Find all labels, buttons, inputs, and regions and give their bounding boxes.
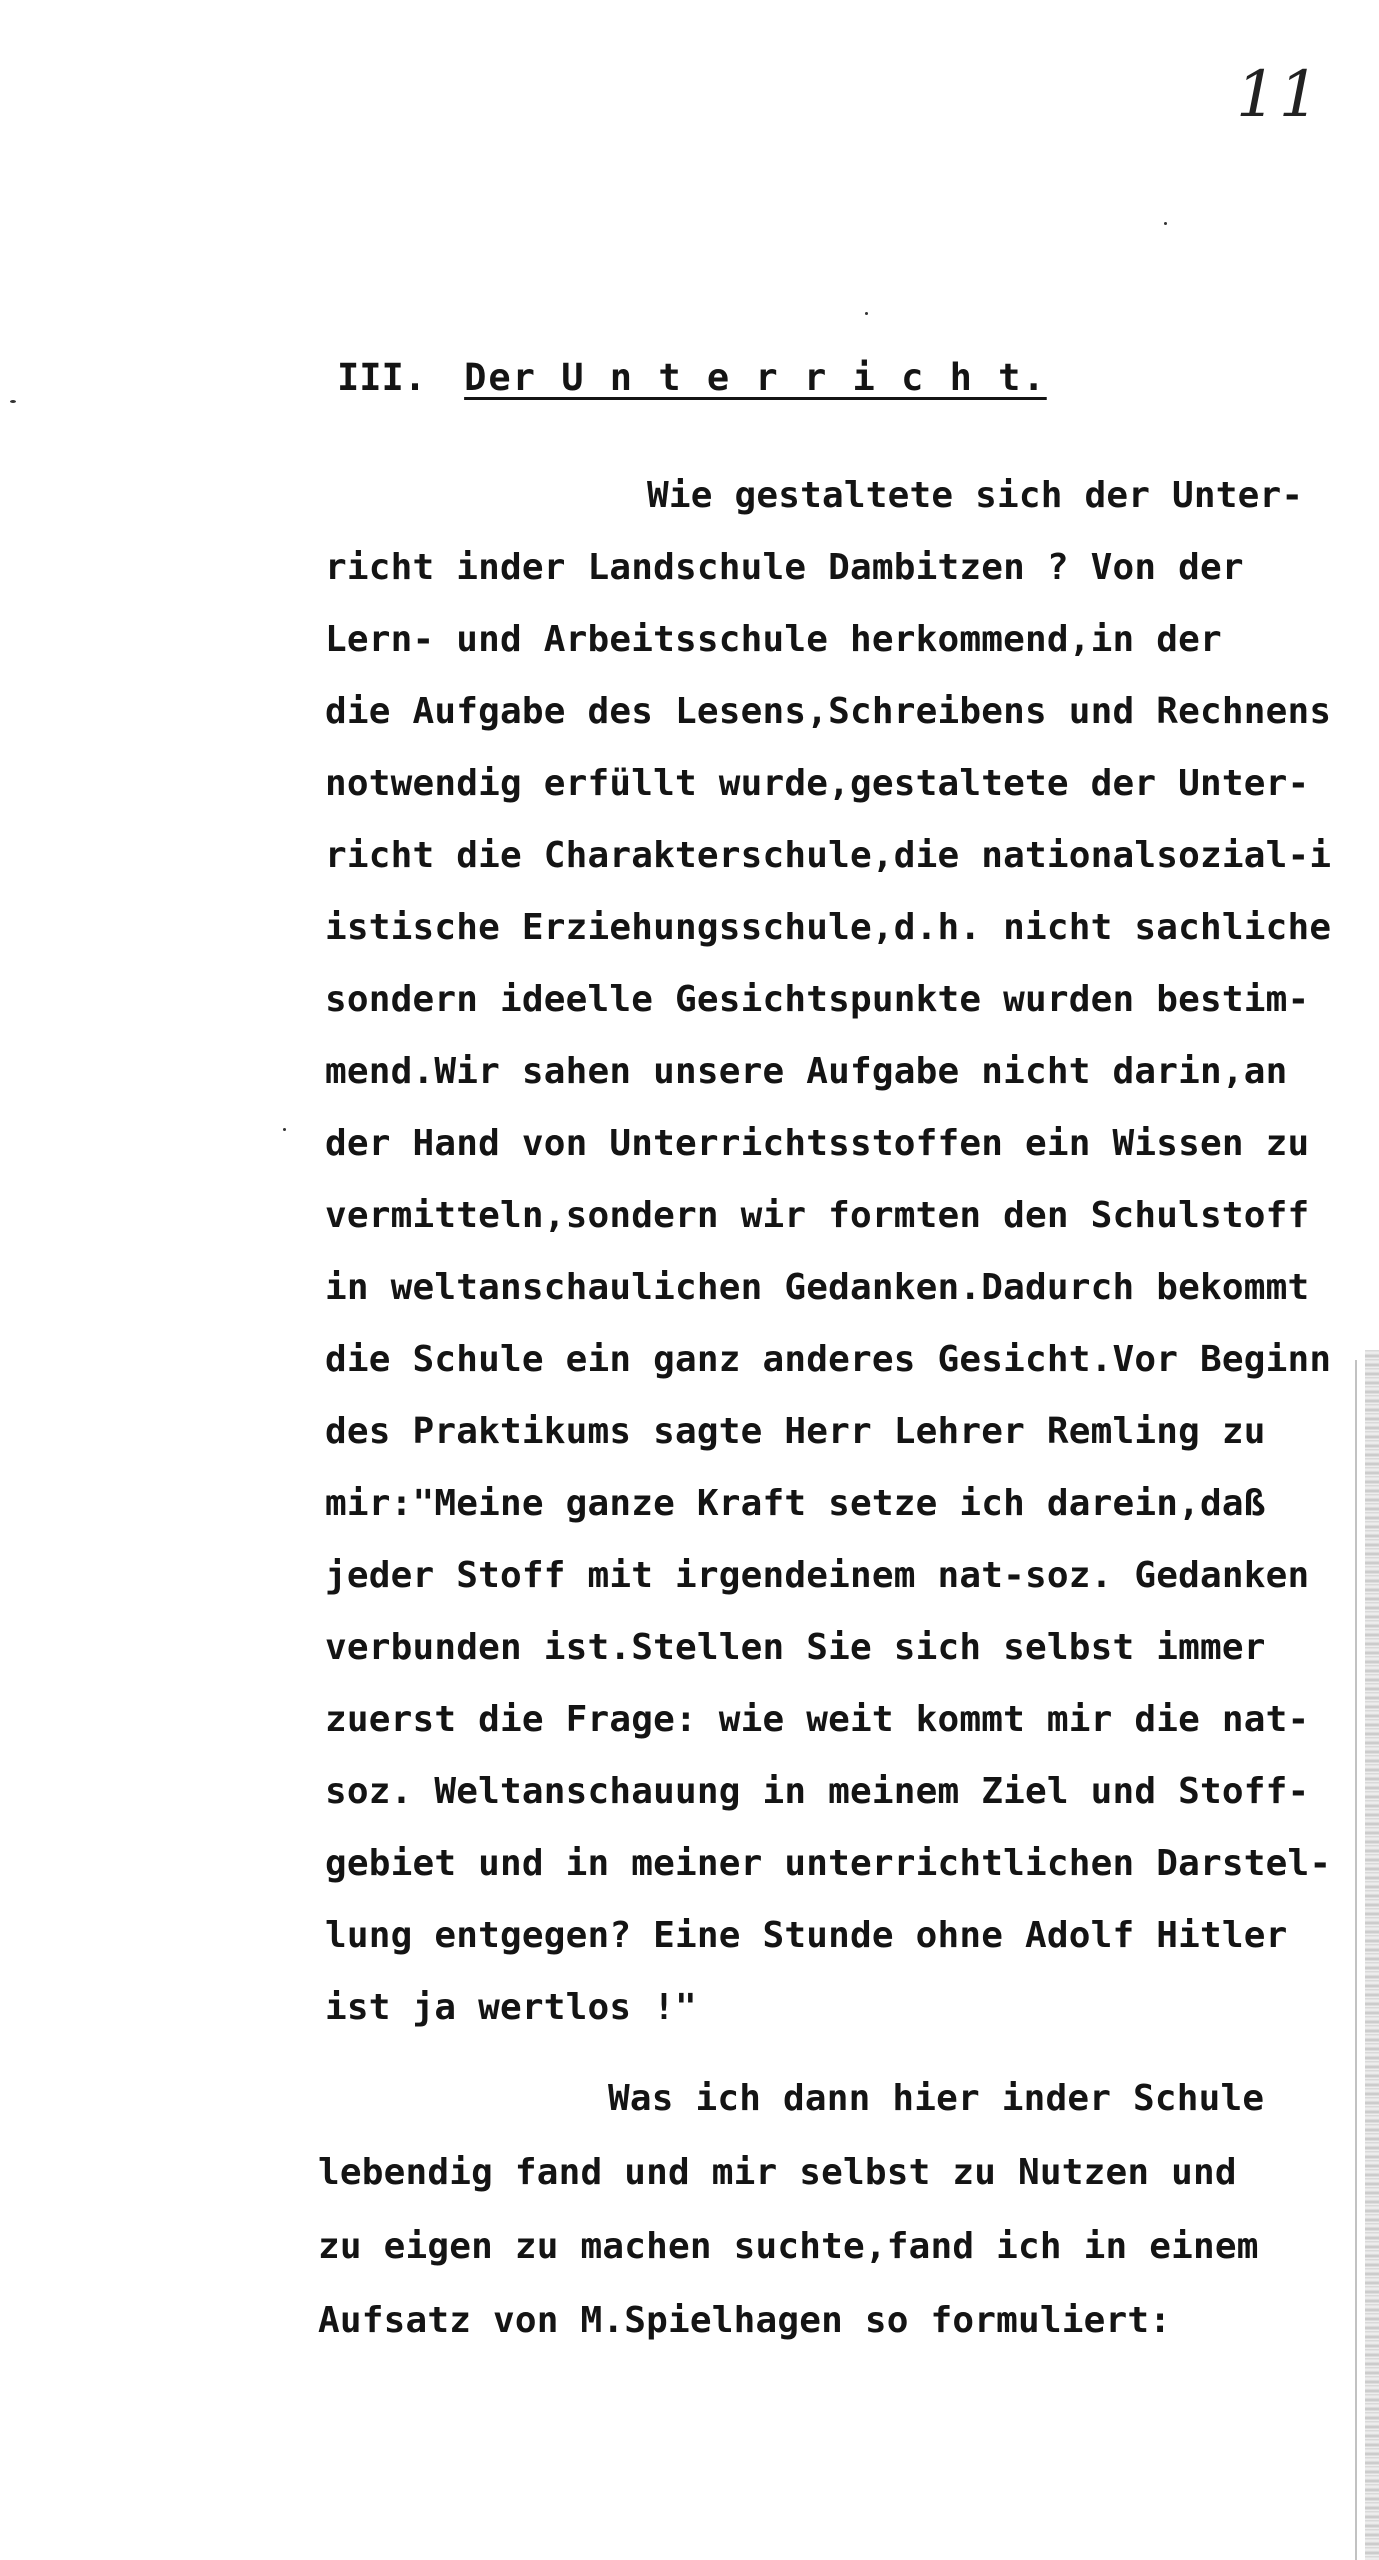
- text-line: richt die Charakterschule,die nationalsozial-i: [325, 835, 1332, 876]
- text-line: notwendig erfüllt wurde,gestaltete der Unter-: [325, 763, 1310, 804]
- text-line: jeder Stoff mit irgendeinem nat-soz. Gedanken: [325, 1555, 1310, 1596]
- paragraph-2: [318, 2062, 1358, 2358]
- section-number: III.: [337, 356, 427, 399]
- scan-speck: [10, 400, 16, 403]
- text-line: des Praktikums sagte Herr Lehrer Remling zu: [325, 1411, 1266, 1452]
- section-title: Der U n t e r r i c h t.: [464, 356, 1047, 399]
- text-line: zuerst die Frage: wie weit kommt mir die nat-: [325, 1699, 1310, 1740]
- text-line: Wie gestaltete sich der Unter-: [647, 475, 1304, 516]
- paragraph-1: [325, 460, 1365, 2044]
- scan-speck: [1164, 222, 1167, 225]
- text-line: die Aufgabe des Lesens,Schreibens und Rechnens: [325, 691, 1332, 732]
- text-line: Lern- und Arbeitsschule herkommend,in der: [325, 619, 1222, 660]
- text-line: richt inder Landschule Dambitzen ? Von der: [325, 547, 1244, 588]
- text-line: in weltanschaulichen Gedanken.Dadurch bekommt: [325, 1267, 1310, 1308]
- text-line: die Schule ein ganz anderes Gesicht.Vor Beginn: [325, 1339, 1332, 1380]
- text-line: gebiet und in meiner unterrichtlichen Darstel-: [325, 1843, 1332, 1884]
- page-number: 11: [1236, 58, 1322, 132]
- text-line: mir:"Meine ganze Kraft setze ich darein,daß: [325, 1483, 1266, 1524]
- text-line: lebendig fand und mir selbst zu Nutzen und: [318, 2152, 1237, 2193]
- text-line: ist ja wertlos !": [325, 1987, 697, 2028]
- text-line: mend.Wir sahen unsere Aufgabe nicht darin,an: [325, 1051, 1288, 1092]
- text-line: soz. Weltanschauung in meinem Ziel und Stoff-: [325, 1771, 1310, 1812]
- scan-edge-artifact: [1365, 1350, 1379, 2560]
- scan-speck: [865, 312, 868, 315]
- text-line: vermitteln,sondern wir formten den Schulstoff: [325, 1195, 1310, 1236]
- text-line: verbunden ist.Stellen Sie sich selbst immer: [325, 1627, 1266, 1668]
- text-line: sondern ideelle Gesichtspunkte wurden bestim-: [325, 979, 1310, 1020]
- text-line: der Hand von Unterrichtsstoffen ein Wissen zu: [325, 1123, 1310, 1164]
- section-heading: [337, 356, 1047, 399]
- text-line: istische Erziehungsschule,d.h. nicht sachliche: [325, 907, 1332, 948]
- scan-speck: [283, 1128, 286, 1131]
- text-line: lung entgegen? Eine Stunde ohne Adolf Hitler: [325, 1915, 1288, 1956]
- text-line: Was ich dann hier inder Schule: [608, 2078, 1265, 2119]
- scan-edge-line: [1355, 1360, 1357, 2560]
- text-line: zu eigen zu machen suchte,fand ich in einem: [318, 2226, 1259, 2267]
- text-line: Aufsatz von M.Spielhagen so formuliert:: [318, 2300, 1172, 2341]
